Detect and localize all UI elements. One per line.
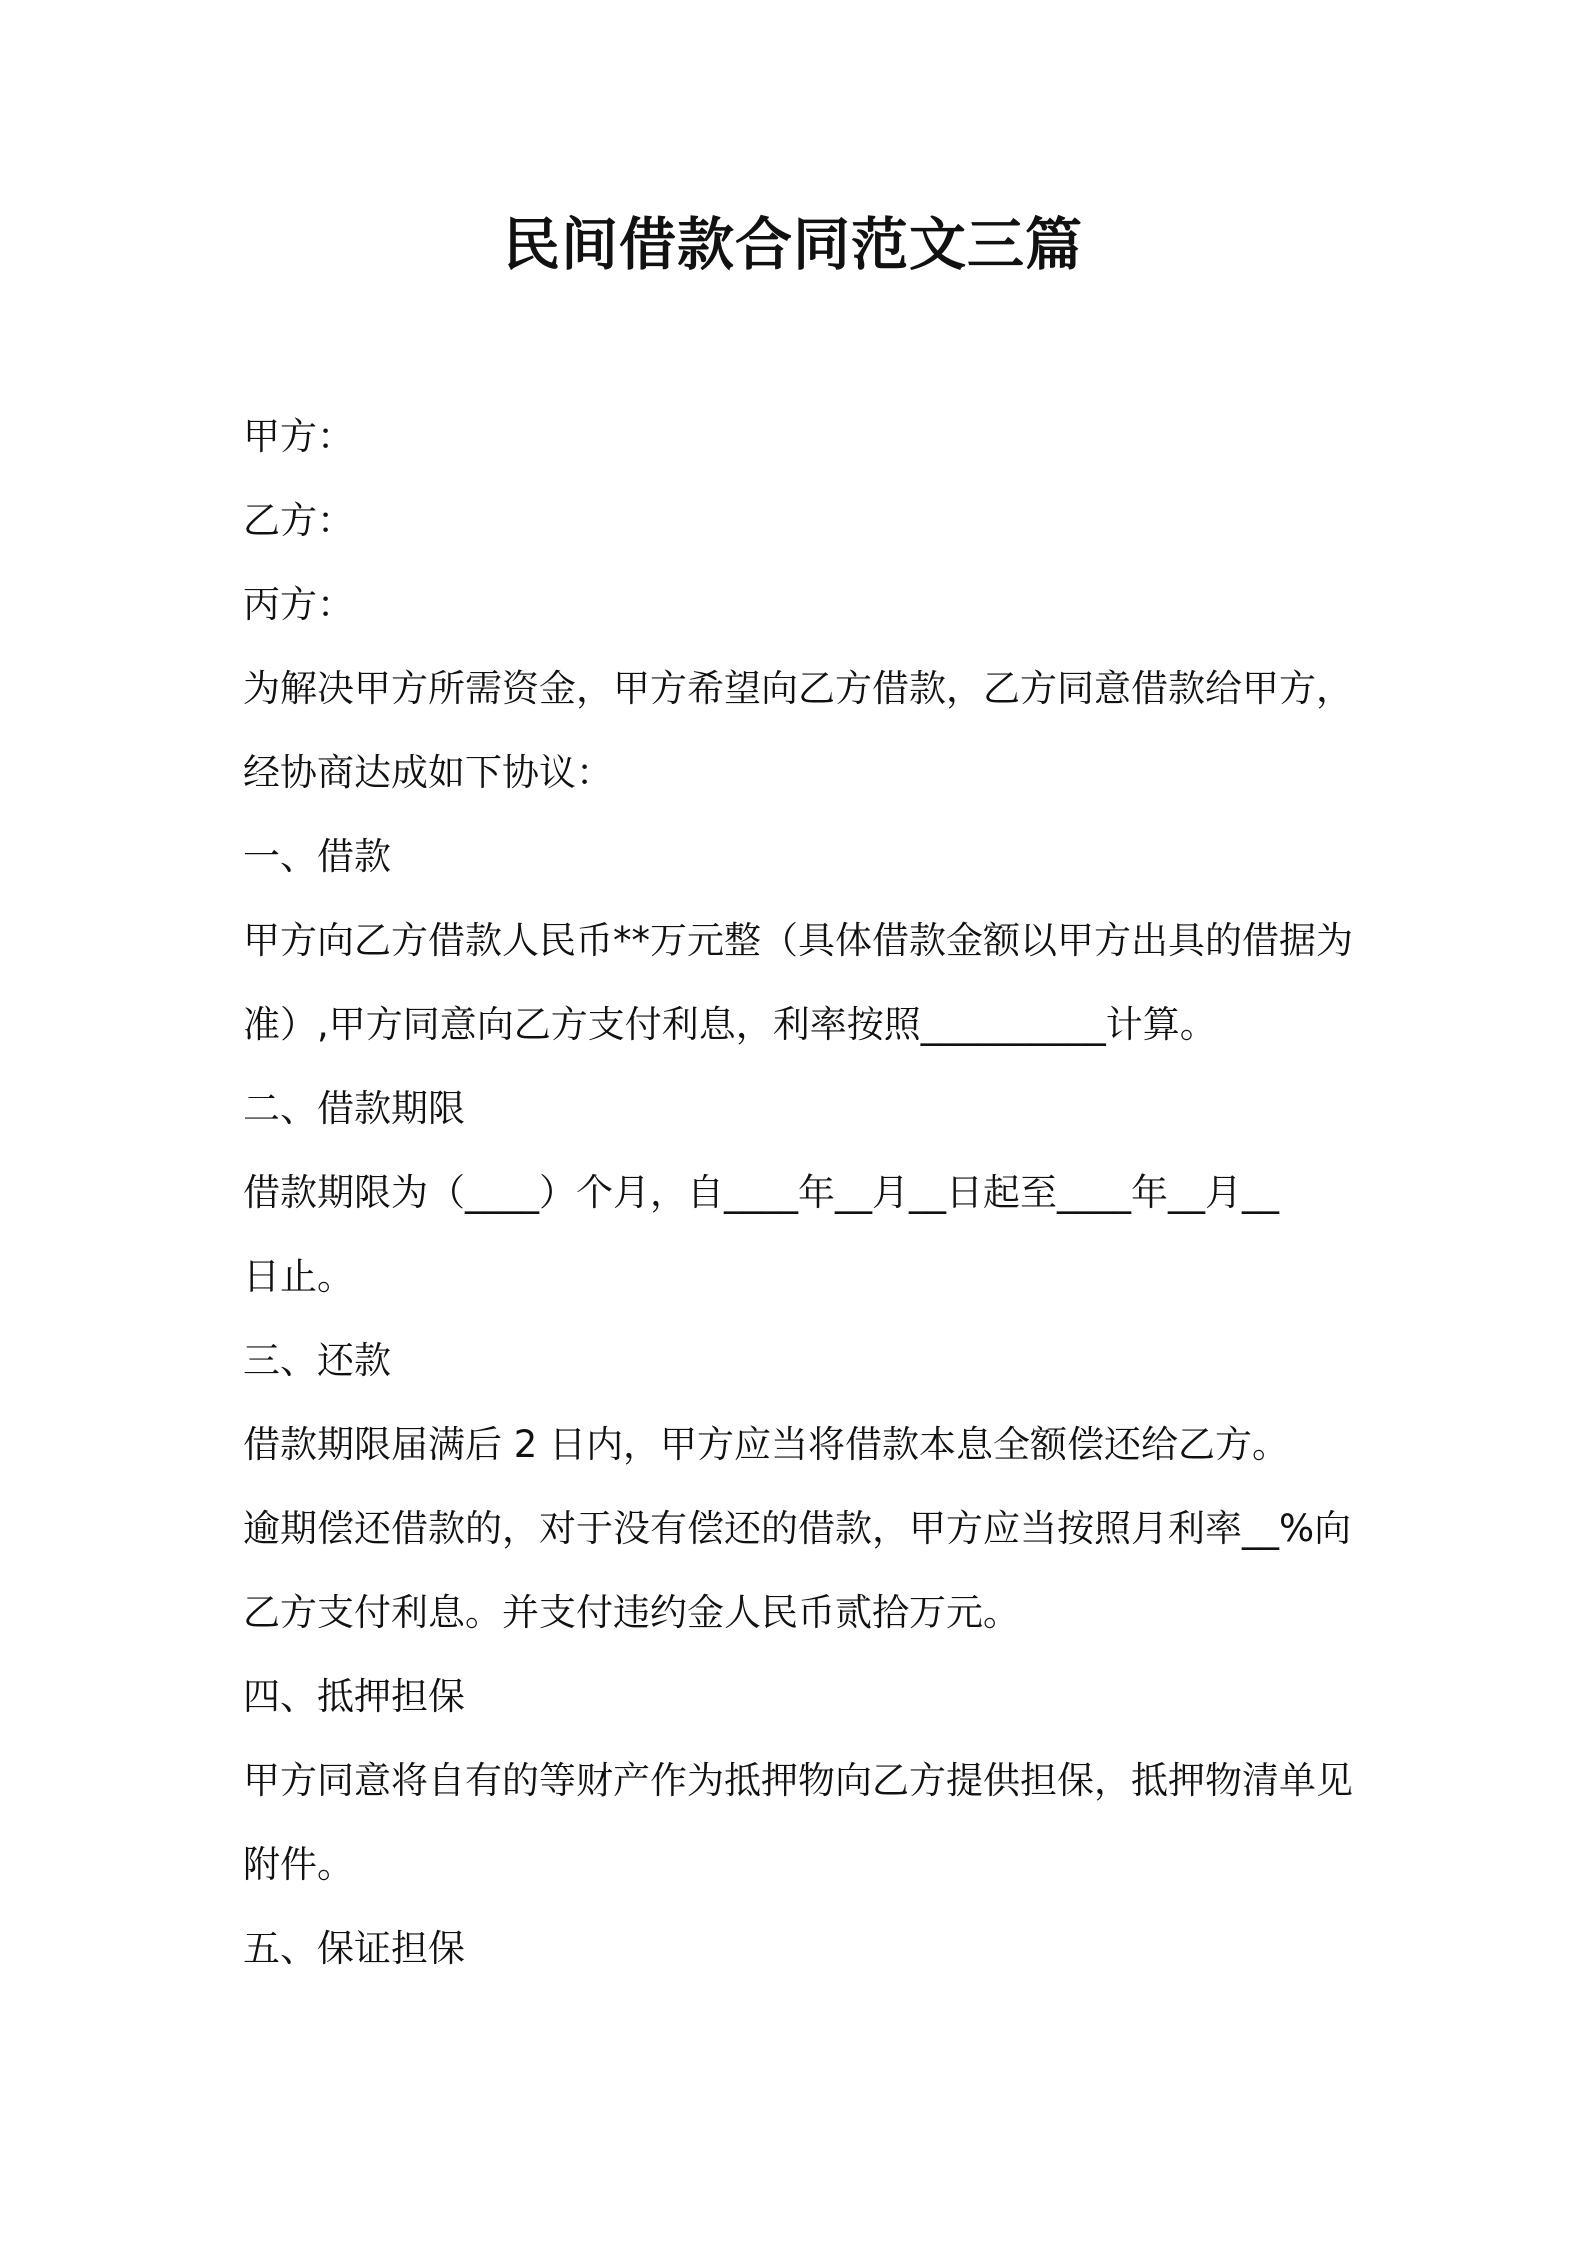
repayment-paragraph-line: 借款期限届满后 2 日内，甲方应当将借款本息全额偿还给乙方。 xyxy=(243,1423,1290,1466)
loan-paragraph-line: 甲方向乙方借款人民币**万元整（具体借款金额以甲方出具的借据为 xyxy=(243,919,1353,962)
section-heading-guarantee: 五、保证担保 xyxy=(243,1927,465,1970)
party-a-line: 甲方： xyxy=(243,415,354,458)
loan-paragraph-line: 准）,甲方同意向乙方支付利息，利率按照__________计算。 xyxy=(243,1003,1217,1046)
section-heading-term: 二、借款期限 xyxy=(243,1087,465,1130)
term-paragraph-line: 日止。 xyxy=(243,1255,354,1298)
overdue-paragraph-line: 逾期偿还借款的，对于没有偿还的借款，甲方应当按照月利率__%向 xyxy=(243,1507,1352,1550)
party-c-line: 丙方： xyxy=(243,583,354,626)
intro-paragraph-line: 为解决甲方所需资金，甲方希望向乙方借款，乙方同意借款给甲方， xyxy=(243,667,1353,710)
document-title: 民间借款合同范文三篇 xyxy=(503,212,1083,278)
mortgage-paragraph-line: 附件。 xyxy=(243,1843,354,1886)
intro-paragraph-line: 经协商达成如下协议： xyxy=(243,751,613,794)
term-paragraph-line: 借款期限为（____）个月，自____年__月__日起至____年__月__ xyxy=(243,1171,1279,1214)
party-b-line: 乙方： xyxy=(243,499,354,542)
mortgage-paragraph-line: 甲方同意将自有的等财产作为抵押物向乙方提供担保，抵押物清单见 xyxy=(243,1759,1353,1802)
overdue-paragraph-line: 乙方支付利息。并支付违约金人民币贰拾万元。 xyxy=(243,1591,1020,1634)
section-heading-loan: 一、借款 xyxy=(243,835,391,878)
section-heading-mortgage: 四、抵押担保 xyxy=(243,1675,465,1718)
section-heading-repayment: 三、还款 xyxy=(243,1339,391,1382)
